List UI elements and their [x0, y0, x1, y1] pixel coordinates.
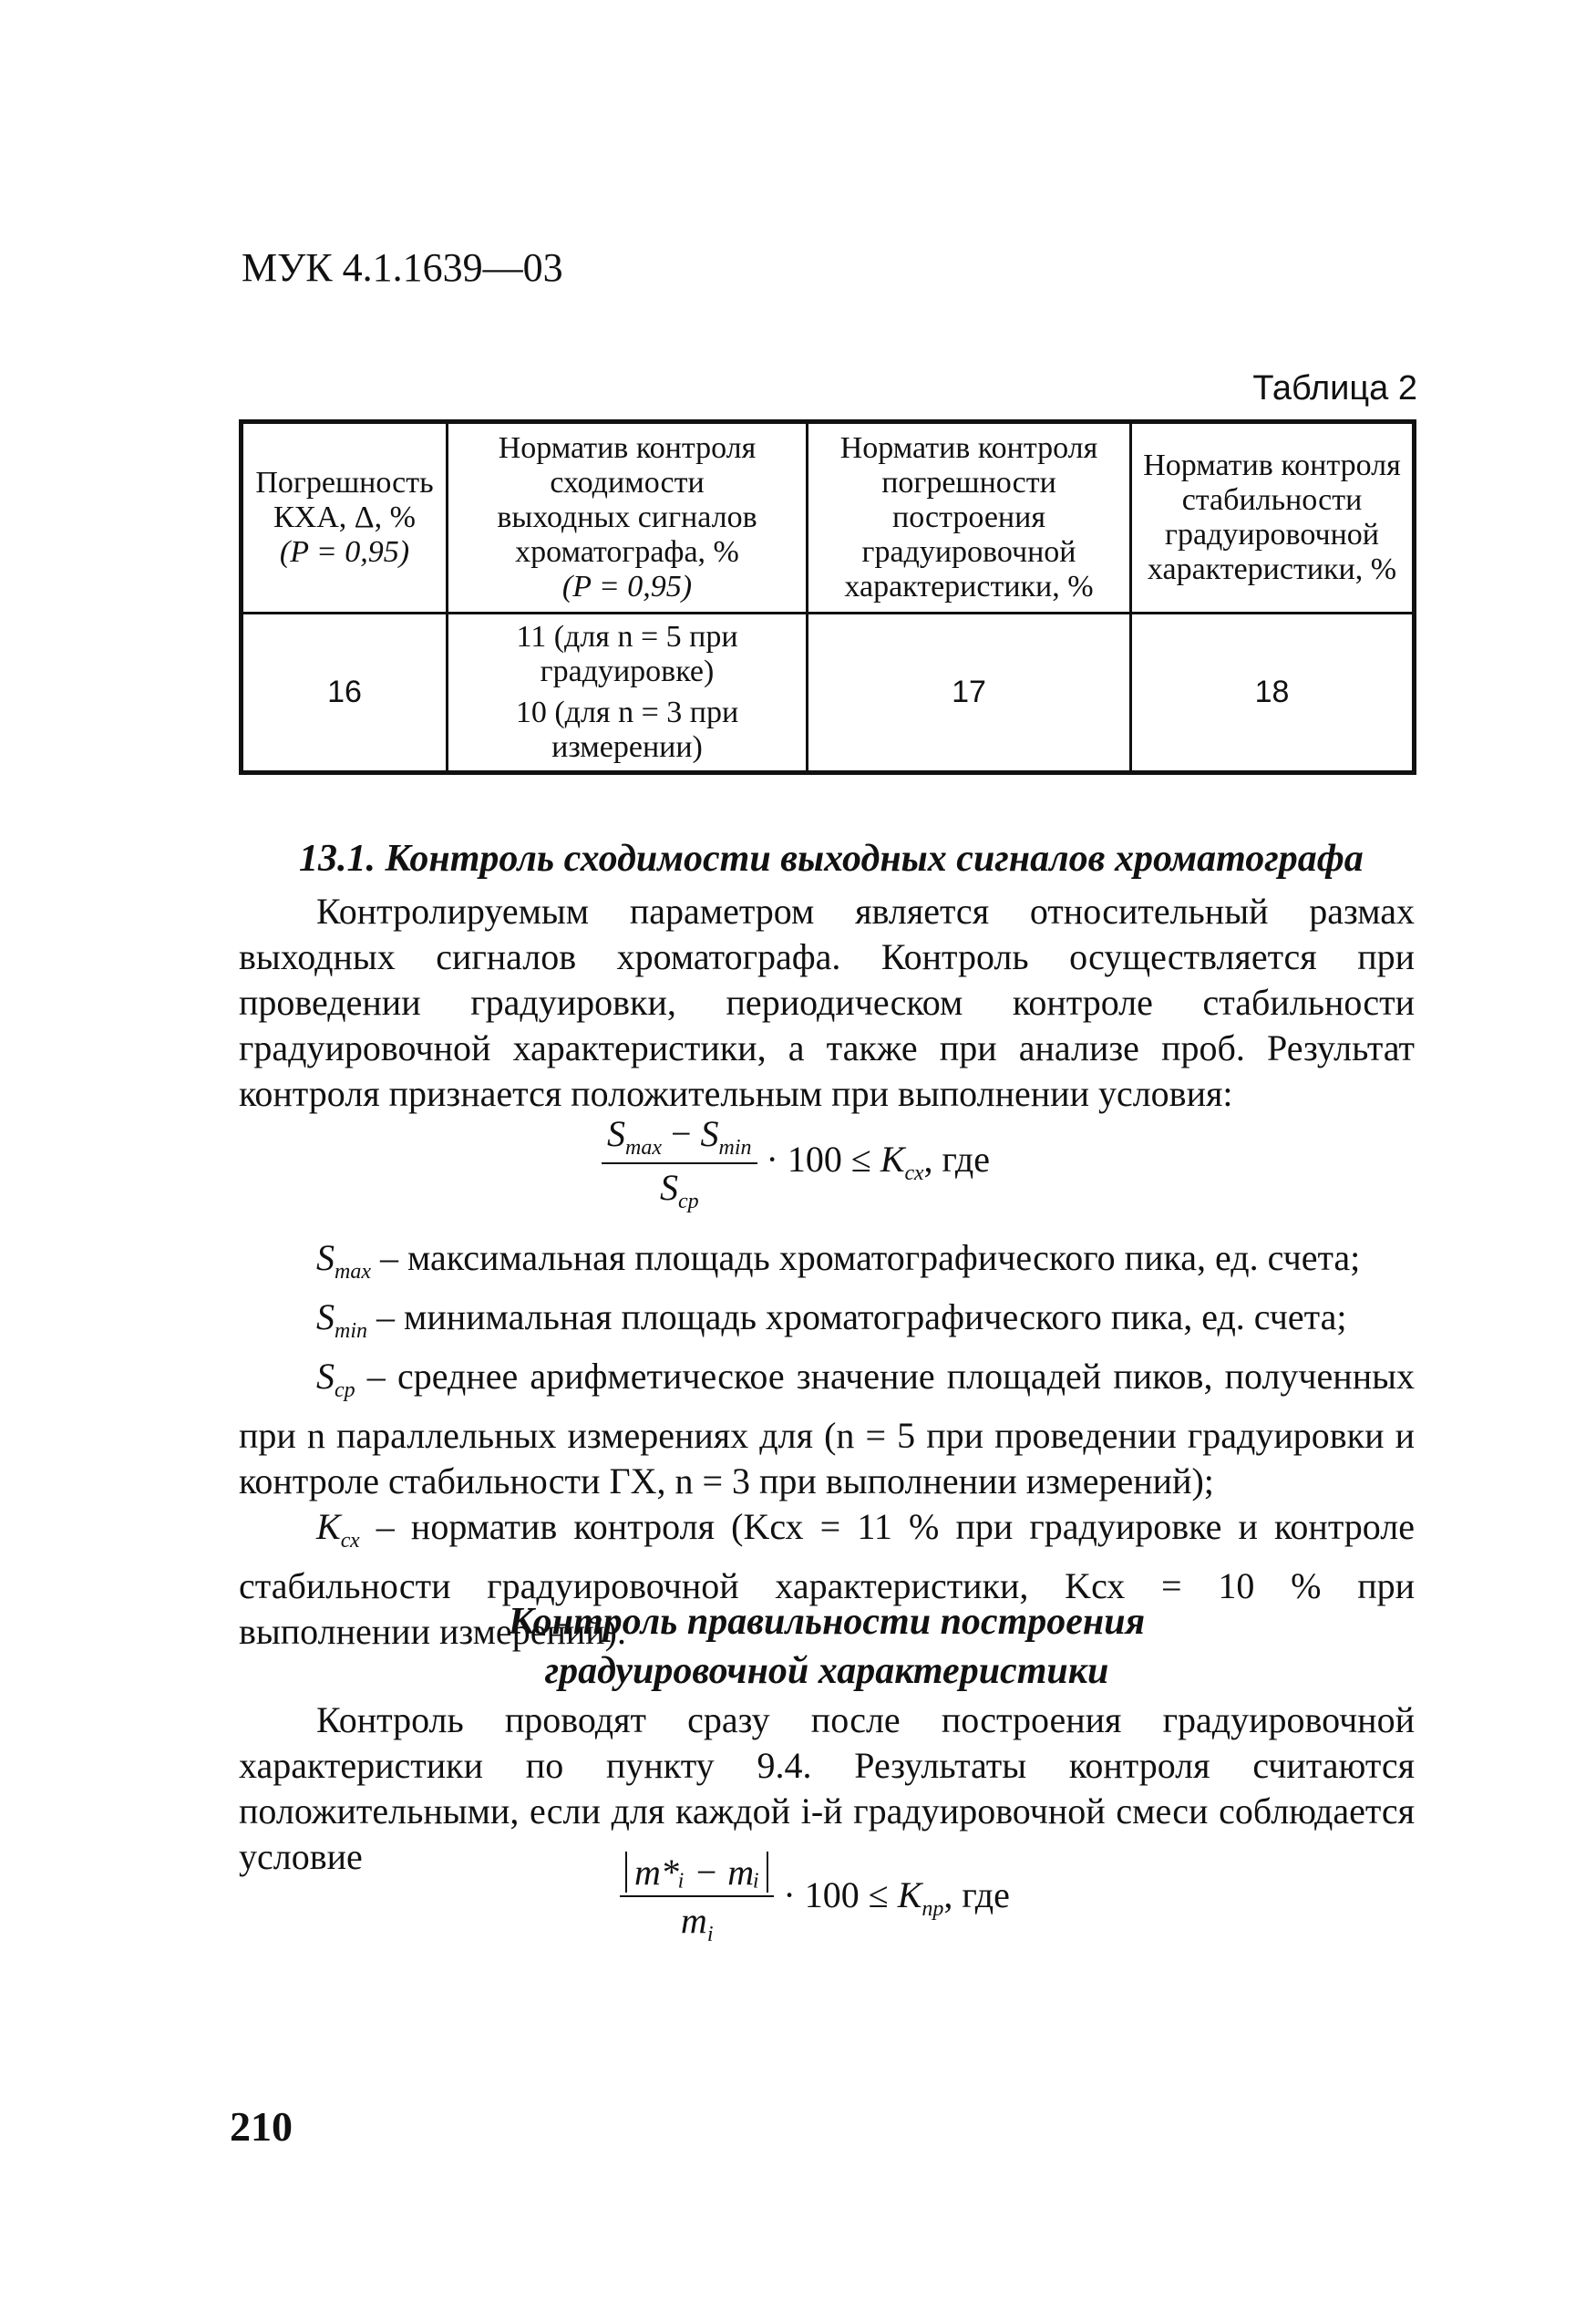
subscript: max [335, 1260, 371, 1284]
symbol: S [607, 1113, 625, 1154]
table-header-row [242, 422, 1415, 614]
formula-numerator [602, 1112, 757, 1164]
symbol: K [880, 1139, 905, 1181]
cell-line: градуировке) [540, 655, 715, 689]
formula-tail: , где [923, 1139, 991, 1181]
header-line: выходных сигналов [497, 500, 757, 534]
symbol: K [316, 1506, 341, 1547]
subscript: ср [677, 1190, 699, 1213]
definitions-list [239, 1235, 1415, 1655]
header-construction [808, 422, 1131, 614]
cell-stability: 18 [1131, 614, 1415, 773]
convergence-formula [602, 1112, 990, 1214]
subscript: сх [904, 1161, 924, 1186]
header-line: построения [892, 500, 1045, 534]
cell-line: 11 (для n = 5 при [516, 620, 738, 655]
header-line: погрешности [881, 465, 1056, 500]
header-line: (P = 0,95) [279, 535, 410, 570]
formula-tail: , где [943, 1874, 1010, 1916]
cell-convergence [448, 614, 808, 773]
header-line: Норматив контроля [839, 430, 1098, 465]
formula-numerator [620, 1851, 774, 1897]
cell-line: 10 (для n = 3 при [515, 695, 739, 729]
definition-text: – максимальная площадь хроматографического пика, ед. счета; [370, 1237, 1361, 1278]
norms-table [239, 419, 1416, 775]
header-line: Норматив контроля [1143, 448, 1401, 482]
operator: − [661, 1113, 701, 1154]
header-line: (P = 0,95) [561, 570, 693, 604]
header-line: Норматив контроля [498, 430, 757, 465]
definition-item [239, 1354, 1415, 1504]
intro-paragraph: Контролируемым параметром является относительный размах выходных сигналов хроматографа. Контроль осуществляется при проведении градуировки, периодическом контроле стабильности градуировочной характеристики, а также при анализе проб. Результат контроля признается положительным при выполнении условия: [239, 891, 1415, 1114]
symbol: m [680, 1900, 707, 1941]
construction-formula [620, 1851, 1010, 1947]
header-line: хроматографа, % [515, 535, 739, 570]
cell-line: измерении) [551, 729, 703, 764]
document-code-header: МУК 4.1.1639—03 [242, 245, 563, 290]
definition-text: – среднее арифметическое значение площадей пиков, полученных при n параллельных измерениях для (n = 5 при проведении градуировки и контроле стабильности ГХ, n = 3 при выполнении измерений); [239, 1356, 1415, 1501]
subscript: min [335, 1319, 367, 1343]
subscript: min [718, 1136, 752, 1160]
construction-paragraph: Контроль проводят сразу после построения градуировочной характеристики по пункту 9.4. Результаты контроля считаются положительными, если для каждой i-й градуировочной смеси соблюдается условие [239, 1699, 1415, 1877]
header-line: характеристики, % [844, 570, 1094, 604]
section-title-convergence: 13.1. Контроль сходимости выходных сигналов хроматографа [299, 838, 1364, 880]
definition-item [239, 1235, 1415, 1295]
subscript: сх [340, 1529, 360, 1553]
subscript: ср [335, 1378, 355, 1402]
symbol: S [316, 1296, 335, 1337]
symbol: S [316, 1356, 335, 1397]
symbol: S [659, 1167, 678, 1208]
formula-fraction [620, 1851, 774, 1947]
page-number: 210 [230, 2103, 293, 2150]
section-title-line: градуировочной характеристики [544, 1650, 1109, 1692]
header-line: градуировочной [1165, 518, 1379, 552]
definition-item [239, 1295, 1415, 1354]
subscript: i [706, 1923, 714, 1946]
header-stability [1131, 422, 1415, 614]
header-line: стабильности [1181, 482, 1363, 517]
cell-error: 16 [242, 614, 448, 773]
subscript: пр [922, 1897, 944, 1922]
formula-fraction [602, 1112, 757, 1214]
header-line: КХА, Δ, % [273, 500, 416, 534]
header-line: характеристики, % [1147, 552, 1397, 587]
section-title-line: Контроль правильности построения [508, 1601, 1146, 1643]
formula-rhs: · 100 ≤ [766, 1139, 880, 1181]
subscript: max [625, 1136, 662, 1160]
abs-expression: m*ᵢ − mᵢ [625, 1852, 768, 1893]
header-line: градуировочной [861, 535, 1076, 570]
definition-text: – норматив контроля (Kсх = 11 % при градуировке и контроле стабильности градуировочной характеристики, Kсх = 10 % при выполнении измерений). [239, 1506, 1415, 1652]
symbol: S [700, 1113, 719, 1154]
symbol: S [316, 1237, 335, 1278]
header-line: Погрешность [255, 465, 434, 500]
table-caption: Таблица 2 [1252, 369, 1417, 408]
cell-construction: 17 [808, 614, 1131, 773]
header-error [242, 422, 448, 614]
header-convergence [448, 422, 808, 614]
section-title-construction [239, 1597, 1415, 1696]
symbol: K [897, 1874, 922, 1916]
formula-denominator [620, 1897, 774, 1947]
header-line: сходимости [550, 465, 705, 500]
table-row [242, 614, 1415, 773]
formula-rhs: · 100 ≤ [783, 1874, 898, 1916]
formula-denominator [602, 1164, 757, 1214]
definition-text: – минимальная площадь хроматографического пика, ед. счета; [367, 1296, 1347, 1337]
